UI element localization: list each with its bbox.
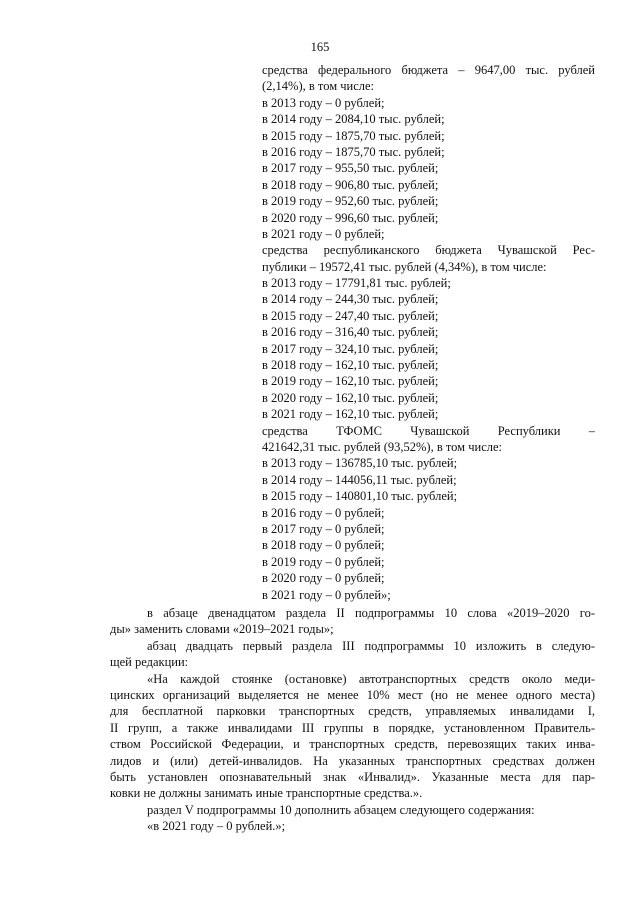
text-line: в 2016 году – 316,40 тыс. рублей; xyxy=(262,325,439,340)
text-line: «На каждой стоянке (остановке) автотранспортных средств около меди- xyxy=(147,671,595,686)
amendments-text xyxy=(110,605,595,834)
text-line: лидов и (или) детей-инвалидов. На указанных транспортных средствах должен xyxy=(110,753,595,768)
text-line: в 2014 году – 2084,10 тыс. рублей; xyxy=(262,112,445,127)
text-line: (2,14%), в том числе: xyxy=(262,79,375,94)
text-line: в абзаце двенадцатом раздела II подпрограммы 10 слова «2019–2020 го- xyxy=(147,606,595,620)
funding-list xyxy=(262,62,595,603)
paragraph-parking-quote xyxy=(110,671,595,802)
text-line: публики – 19572,41 тыс. рублей (4,34%), в том числе: xyxy=(262,259,547,274)
text-line: в 2017 году – 955,50 тыс. рублей; xyxy=(262,161,439,176)
text-line: в 2019 году – 162,10 тыс. рублей; xyxy=(262,374,439,389)
text-line: в 2017 году – 0 рублей; xyxy=(262,521,385,536)
text-line: в 2020 году – 162,10 тыс. рублей; xyxy=(262,390,439,405)
text-line: в 2016 году – 1875,70 тыс. рублей; xyxy=(262,144,445,159)
text-line: в 2019 году – 0 рублей; xyxy=(262,554,385,569)
text-line: раздел V подпрограммы 10 дополнить абзацем следующего содержания: xyxy=(147,802,535,817)
text-line: в 2013 году – 136785,10 тыс. рублей; xyxy=(262,456,458,471)
text-line: II групп, а также инвалидами III группы в порядке, установленном Правитель- xyxy=(110,720,595,735)
text-line: в 2020 году – 996,60 тыс. рублей; xyxy=(262,210,439,225)
text-line: в 2014 году – 244,30 тыс. рублей; xyxy=(262,292,439,307)
paragraph-section-iii xyxy=(110,638,595,671)
text-line: в 2021 году – 0 рублей; xyxy=(262,226,385,241)
text-line: в 2016 году – 0 рублей; xyxy=(262,505,385,520)
text-line: в 2017 году – 324,10 тыс. рублей; xyxy=(262,341,439,356)
text-line: цинских организаций выделяется не менее 10% мест (но не менее одного места) xyxy=(110,687,595,702)
text-line: в 2015 году – 140801,10 тыс. рублей; xyxy=(262,489,458,504)
text-line: для бесплатной парковки транспортных средств, управляемых инвалидами I, xyxy=(110,704,595,719)
text-line: в 2014 году – 144056,11 тыс. рублей; xyxy=(262,472,457,487)
text-line: ковки не должны занимать иные транспортные средства.». xyxy=(110,786,423,801)
text-line: щей редакции: xyxy=(110,655,189,670)
paragraph-section-v-quote xyxy=(110,818,595,834)
text-line: ды» заменить словами «2019–2021 годы»; xyxy=(110,622,334,637)
text-line: в 2021 году – 162,10 тыс. рублей; xyxy=(262,407,439,422)
paragraph-section-ii xyxy=(110,605,595,638)
text-line: в 2015 году – 247,40 тыс. рублей; xyxy=(262,308,439,323)
text-line: в 2013 году – 17791,81 тыс. рублей; xyxy=(262,276,451,291)
text-line: в 2018 году – 0 рублей; xyxy=(262,538,385,553)
paragraph-section-v xyxy=(110,802,595,818)
page-number: 165 xyxy=(310,40,330,54)
text-line: 421642,31 тыс. рублей (93,52%), в том числе: xyxy=(262,439,502,454)
text-line: в 2018 году – 162,10 тыс. рублей; xyxy=(262,358,439,373)
text-line: быть установлен опознавательный знак «Инвалид». Указанные места для пар- xyxy=(110,769,595,784)
text-line: «в 2021 году – 0 рублей.»; xyxy=(147,819,286,834)
text-line: абзац двадцать первый раздела III подпрограммы 10 изложить в следую- xyxy=(147,638,595,653)
text-line: в 2020 году – 0 рублей; xyxy=(262,571,385,586)
text-line: в 2018 году – 906,80 тыс. рублей; xyxy=(262,177,439,192)
text-line: в 2021 году – 0 рублей»; xyxy=(262,587,391,602)
text-line: ством Российской Федерации, и транспортных средств, перевозящих таких инва- xyxy=(110,737,595,752)
text-line: в 2015 году – 1875,70 тыс. рублей; xyxy=(262,128,445,143)
text-line: средства федерального бюджета – 9647,00 тыс. рублей xyxy=(262,63,595,77)
text-line: в 2019 году – 952,60 тыс. рублей; xyxy=(262,194,439,209)
text-line: в 2013 году – 0 рублей; xyxy=(262,95,385,110)
text-line: средства ТФОМС Чувашской Республики – xyxy=(262,423,595,438)
text-line: средства республиканского бюджета Чувашской Рес- xyxy=(262,243,595,258)
